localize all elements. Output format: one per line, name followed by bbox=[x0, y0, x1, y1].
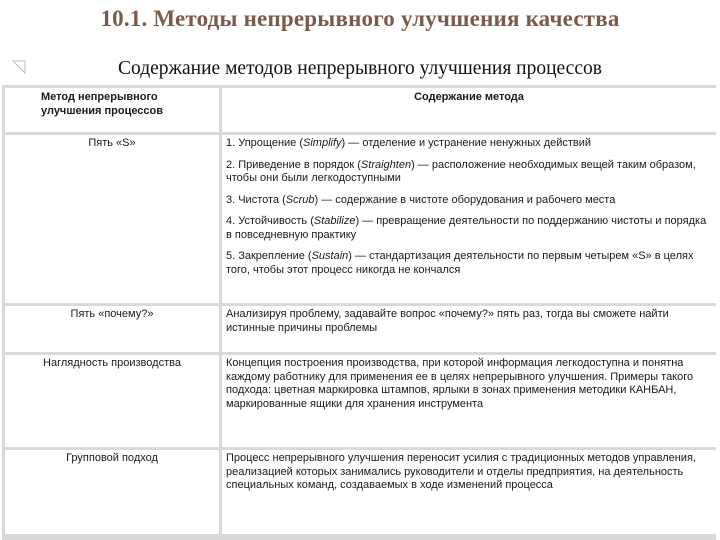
term: Scrub bbox=[285, 193, 315, 206]
list-item: 4. Устойчивость (Stabilize) — превращение деятельности по поддержанию чистоты и порядка в повседневную практику bbox=[226, 215, 707, 241]
term: Sustain bbox=[311, 250, 349, 262]
list-item: 3. Чистота (Scrub) — содержание в чистоте оборудования и рабочего места bbox=[226, 193, 616, 206]
list-item: 5. Закрепление (Sustain) — стандартизация деятельности по первым четырем «S» в целях того, чтобы этот процесс никогда не кончался bbox=[226, 250, 694, 276]
content-cell bbox=[222, 135, 716, 303]
term: Simplify bbox=[303, 137, 342, 149]
method-cell: Наглядность производства bbox=[5, 355, 219, 447]
table-row bbox=[5, 306, 716, 352]
slide-title: 10.1. Методы непрерывного улучшения качества bbox=[100, 6, 620, 31]
table-header-row bbox=[5, 88, 716, 132]
method-cell: Пять «S» bbox=[5, 135, 219, 303]
method-cell: Пять «почему?» bbox=[5, 306, 219, 352]
content-cell: Анализируя проблему, задавайте вопрос «почему?» пять раз, тогда вы сможете найти истинные причины проблемы bbox=[222, 306, 716, 352]
table-row bbox=[5, 355, 716, 447]
table-row bbox=[5, 135, 716, 303]
content-cell: Концепция построения производства, при которой информация легкодоступна и понятна каждому работнику для применения ее в целях непрерывного улучшения. Примеры такого подхода: цветная маркировка штампов, ярлыки в зонах применения методики КАНБАН, маркированные ящики для хранения инструмента bbox=[222, 355, 716, 447]
header-method: Метод непрерывного улучшения процессов bbox=[5, 88, 219, 132]
methods-table-container bbox=[2, 85, 716, 540]
list-item: 1. Упрощение (Simplify) — отделение и устранение ненужных действий bbox=[226, 137, 592, 149]
list-item: 2. Приведение в порядок (Straighten) — расположение необходимых вещей таким образом, чтобы они были легкодоступными bbox=[226, 158, 696, 184]
header-content: Содержание метода bbox=[222, 88, 716, 132]
table-row bbox=[5, 450, 716, 534]
term: Straighten bbox=[360, 158, 412, 171]
slide-subtitle: Содержание методов непрерывного улучшения процессов bbox=[118, 58, 602, 79]
method-cell: Групповой подход bbox=[5, 450, 219, 534]
content-cell: Процесс непрерывного улучшения переносит усилия с традиционных методов управления, реализацией которых занимались руководители и отделы предприятия, на деятельность специальных команд, создаваемых в ходе изменений процесса bbox=[222, 450, 716, 534]
term: Stabilize bbox=[313, 215, 356, 227]
methods-table bbox=[2, 85, 716, 537]
